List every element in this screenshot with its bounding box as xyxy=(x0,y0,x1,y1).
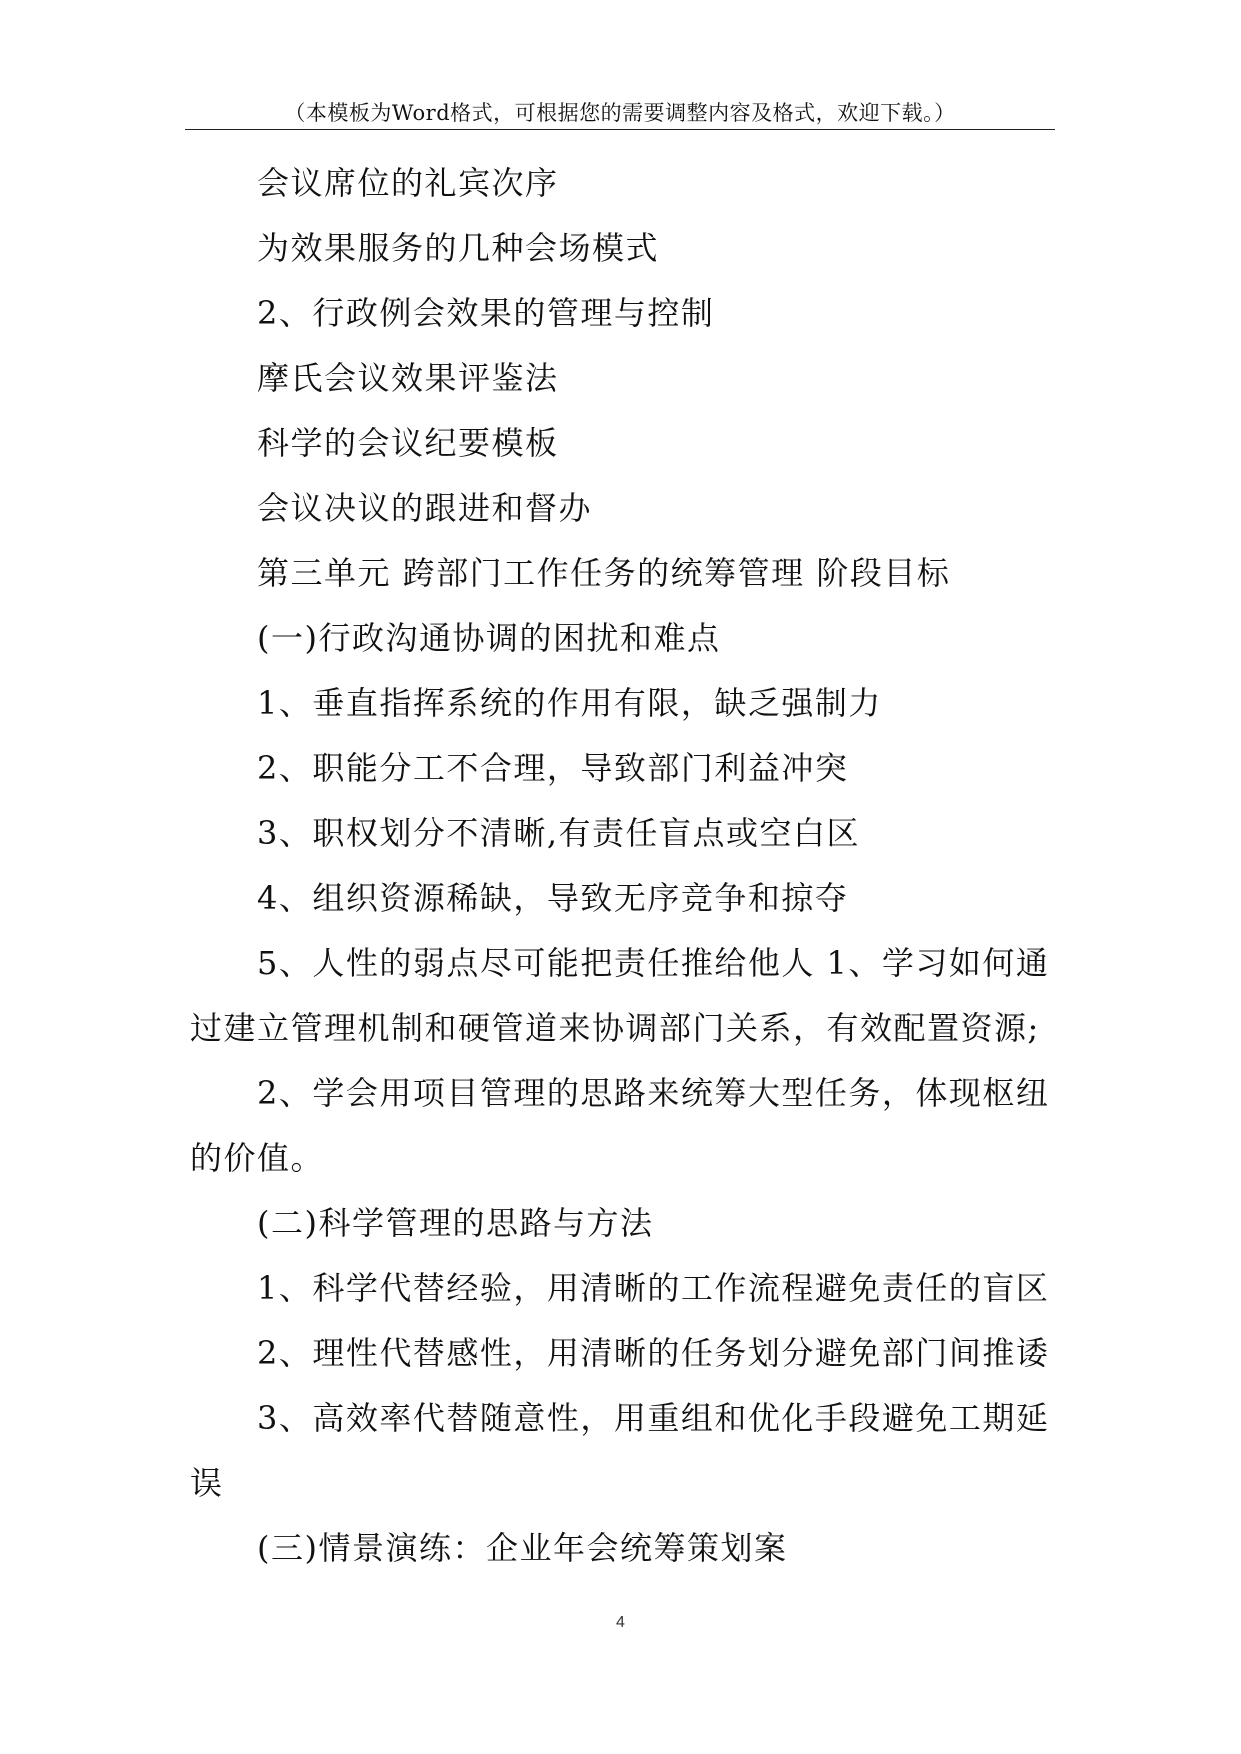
paragraph-minutes-template: 科学的会议纪要模板 xyxy=(257,424,559,462)
header-template-note: （本模板为Word格式，可根据您的需要调整内容及格式，欢迎下载。） xyxy=(284,101,956,125)
paragraph-venue-modes: 为效果服务的几种会场模式 xyxy=(257,229,660,267)
paragraph-evaluation-method: 摩氏会议效果评鉴法 xyxy=(257,359,559,397)
paragraph-seating-order: 会议席位的礼宾次序 xyxy=(257,164,559,202)
list-item-1: 1、垂直指挥系统的作用有限，缺乏强制力 xyxy=(257,684,882,722)
section-heading-unit-three: 第三单元 跨部门工作任务的统筹管理 阶段目标 xyxy=(257,554,951,592)
body-text xyxy=(190,151,1060,1581)
list-item-2: 2、职能分工不合理，导致部门利益冲突 xyxy=(257,749,849,787)
list-item-6: 2、学会用项目管理的思路来统筹大型任务，体现枢纽的价值。 xyxy=(190,1074,1050,1177)
list-item-4: 4、组织资源稀缺，导致无序竞争和掠夺 xyxy=(257,879,849,917)
subsection-heading-3: (三)情景演练：企业年会统筹策划案 xyxy=(257,1529,788,1567)
subsection-heading-1: (一)行政沟通协调的困扰和难点 xyxy=(257,619,721,657)
list-item-9: 3、高效率代替随意性，用重组和优化手段避免工期延误 xyxy=(190,1399,1050,1502)
list-item-7: 1、科学代替经验，用清晰的工作流程避免责任的盲区 xyxy=(257,1269,1050,1307)
list-item-5: 5、人性的弱点尽可能把责任推给他人 1、学习如何通过建立管理机制和硬管道来协调部门关系，有效配置资源; xyxy=(190,944,1050,1047)
subsection-heading-2: (二)科学管理的思路与方法 xyxy=(257,1204,654,1242)
list-item-3: 3、职权划分不清晰,有责任盲点或空白区 xyxy=(257,814,861,852)
header-divider xyxy=(185,129,1055,130)
paragraph-resolution-followup: 会议决议的跟进和督办 xyxy=(257,489,593,527)
page-number: 4 xyxy=(616,1614,625,1631)
list-item-8: 2、理性代替感性，用清晰的任务划分避免部门间推诿 xyxy=(257,1334,1050,1372)
paragraph-meeting-control: 2、行政例会效果的管理与控制 xyxy=(257,294,715,332)
